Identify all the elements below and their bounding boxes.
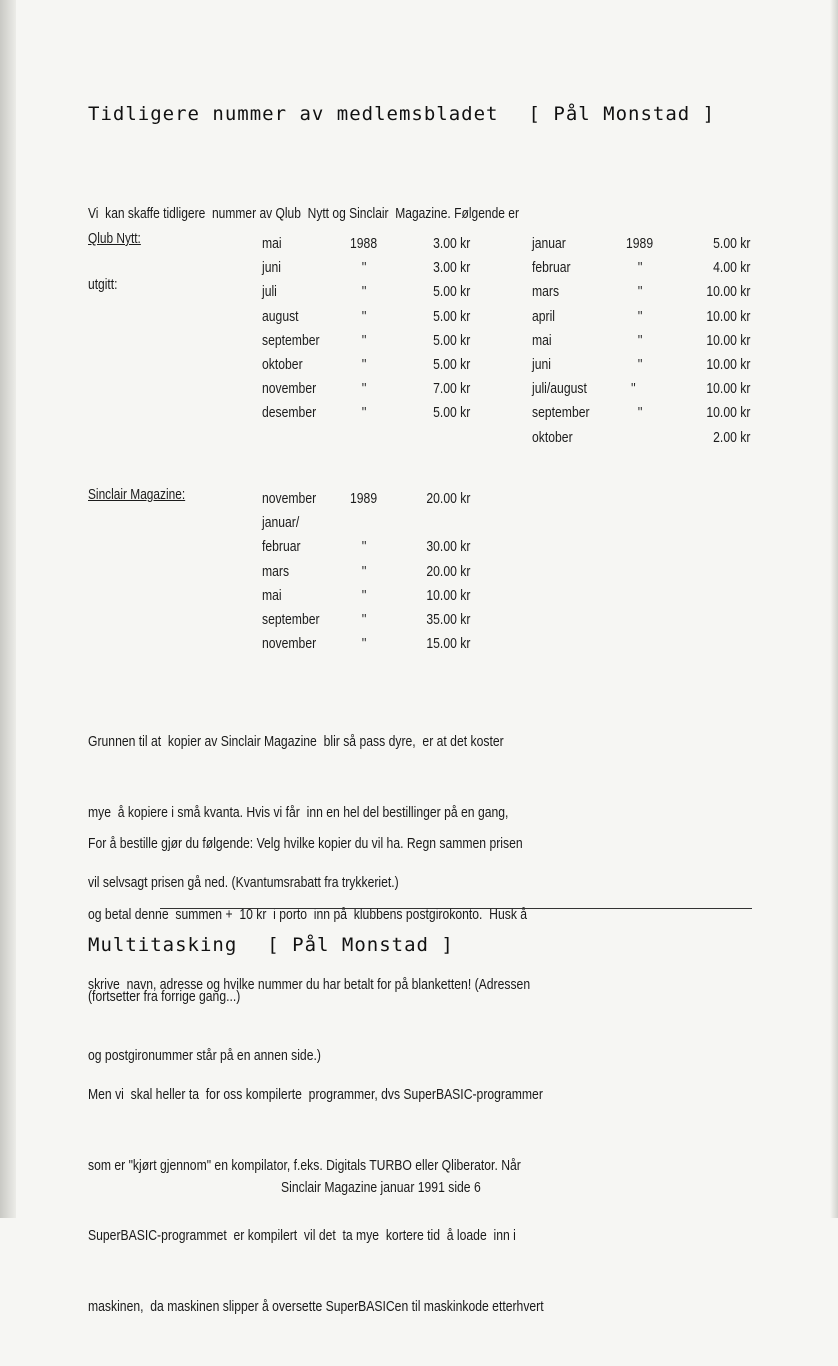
text-line: Vi kan skaffe tidligere nummer av Qlub Nytt og Sinclair Magazine. Følgende er <box>88 206 520 222</box>
page-right-shadow <box>830 0 838 1218</box>
price-cell: 5.00 kr <box>432 284 470 301</box>
year-cell: '' <box>361 563 367 580</box>
text-line: SuperBASIC-programmet er kompilert vil det ta mye kortere tid å loade inn i <box>88 1228 516 1244</box>
price-cell: 2.00 kr <box>712 429 750 446</box>
month-cell: februar <box>262 539 301 556</box>
year-cell <box>350 511 377 535</box>
month-cell: mai <box>532 332 552 349</box>
month-cell: august <box>262 308 299 325</box>
month-cell: mai <box>262 236 282 252</box>
text-line: og betal denne summen + 10 kr i porto inn på klubbens postgirokonto. Husk å <box>88 906 528 923</box>
year-cell: '' <box>637 356 643 373</box>
year-cell: '' <box>361 636 367 653</box>
section-heading-multitasking <box>88 934 454 956</box>
price-cell: 10.00 kr <box>705 405 750 422</box>
text-line: Grunnen til at kopier av Sinclair Magazine blir så pass dyre, er at det koster <box>88 734 504 750</box>
month-cell: oktober <box>262 356 303 373</box>
qlub-nytt-col2-months <box>532 232 590 450</box>
year-cell <box>626 426 653 450</box>
page-left-shadow <box>0 0 16 1218</box>
month-cell: juli <box>262 284 277 301</box>
price-cell: 10.00 kr <box>705 381 750 398</box>
section-heading-back-issues <box>88 103 715 125</box>
qlub-nytt-col1-years <box>350 232 377 426</box>
year-cell: '' <box>361 405 367 422</box>
text-line: mye å kopiere i små kvanta. Hvis vi får inn en hel del bestillinger på en gang, <box>88 804 509 821</box>
year-cell: '' <box>361 587 367 604</box>
text-line: vil selvsagt prisen gå ned. (Kvantumsrabatt fra trykkeriet.) <box>88 875 399 891</box>
text-line: maskinen, da maskinen slipper å oversette SuperBASICen til maskinkode etterhvert <box>88 1298 544 1315</box>
sinclair-magazine-months <box>262 487 320 656</box>
qlub-nytt-col1-prices <box>433 232 470 426</box>
price-cell: 15.00 kr <box>425 636 470 653</box>
month-cell: september <box>262 611 320 628</box>
text-line: og postgironummer står på en annen side.) <box>88 1047 321 1064</box>
price-cell: 7.00 kr <box>432 381 470 398</box>
price-cell: 10.00 kr <box>705 356 750 373</box>
month-cell: september <box>262 332 320 349</box>
year-cell: 1988 <box>350 236 378 252</box>
year-cell: '' <box>361 356 367 373</box>
price-cell: 3.00 kr <box>432 236 470 252</box>
month-cell: juli/august <box>532 381 587 398</box>
price-cell: 10.00 kr <box>705 332 750 349</box>
month-cell: november <box>262 636 317 653</box>
month-cell: april <box>532 308 556 325</box>
section-title: Tidligere nummer av medlemsbladet <box>88 103 499 125</box>
year-cell: '' <box>637 332 643 349</box>
price-cell: 30.00 kr <box>425 539 470 556</box>
price-cell: 5.00 kr <box>432 356 470 373</box>
year-cell: '' <box>361 381 367 398</box>
qlub-nytt-col2-years <box>626 232 653 450</box>
year-cell: '' <box>361 260 367 277</box>
year-cell: '' <box>361 284 367 301</box>
price-cell: 4.00 kr <box>712 260 750 277</box>
month-cell: mai <box>262 587 282 604</box>
text-line: utgitt: <box>88 276 118 293</box>
qlub-nytt-label: Qlub Nytt: <box>88 231 141 247</box>
year-cell: '' <box>361 611 367 628</box>
year-cell: '' <box>637 405 643 422</box>
sinclair-magazine-label: Sinclair Magazine: <box>88 487 186 503</box>
multitasking-paragraph <box>88 1037 544 1366</box>
sinclair-magazine-prices <box>426 487 470 656</box>
price-cell: 20.00 kr <box>425 491 470 507</box>
price-cell: 20.00 kr <box>425 563 470 580</box>
year-cell: '' <box>361 332 367 349</box>
text-line: som er "kjørt gjennom" en kompilator, f.eks. Digitals TURBO eller Qliberator. Når <box>88 1157 521 1174</box>
section-title: Multitasking <box>88 934 238 956</box>
month-cell: januar/ <box>262 515 300 532</box>
page-footer: Sinclair Magazine januar 1991 side 6 <box>281 1180 481 1196</box>
text-line: skrive navn, adresse og hvilke nummer du har betalt for på blanketten! (Adressen <box>88 977 531 993</box>
price-cell: 35.00 kr <box>425 611 470 628</box>
section-divider <box>160 908 752 909</box>
month-cell: november <box>262 381 317 398</box>
qlub-nytt-col1-months <box>262 232 320 426</box>
year-cell: '' <box>361 308 367 325</box>
year-cell: '' <box>637 308 643 325</box>
price-cell: 5.00 kr <box>432 308 470 325</box>
sinclair-magazine-years <box>350 487 377 656</box>
month-cell: november <box>262 491 317 507</box>
month-cell: oktober <box>532 429 573 446</box>
price-cell: 10.00 kr <box>425 587 470 604</box>
price-cell: 5.00 kr <box>432 405 470 422</box>
section-author: [ Pål Monstad ] <box>267 934 454 956</box>
continuation-note: (fortsetter fra forrige gang...) <box>88 989 241 1005</box>
text-line: For å bestille gjør du følgende: Velg hvilke kopier du vil ha. Regn sammen prisen <box>88 836 523 852</box>
year-cell: '' <box>631 381 636 398</box>
price-cell: 3.00 kr <box>432 260 470 277</box>
year-cell: 1989 <box>350 491 378 507</box>
text-line: Men vi skal heller ta for oss kompilerte programmer, dvs SuperBASIC-programmer <box>88 1087 543 1103</box>
price-cell: 10.00 kr <box>705 284 750 301</box>
month-cell: juni <box>262 260 281 277</box>
year-cell: '' <box>361 539 367 556</box>
qlub-nytt-col2-prices <box>706 232 750 450</box>
month-cell: desember <box>262 405 317 422</box>
month-cell: mars <box>532 284 560 301</box>
year-cell: '' <box>637 260 643 277</box>
price-cell: 10.00 kr <box>705 308 750 325</box>
month-cell: juni <box>532 356 551 373</box>
month-cell: februar <box>532 260 571 277</box>
year-cell: 1989 <box>626 236 654 252</box>
year-cell: '' <box>637 284 643 301</box>
month-cell: mars <box>262 563 290 580</box>
section-author: [ Pål Monstad ] <box>528 103 716 125</box>
price-cell: 5.00 kr <box>712 236 750 252</box>
month-cell: januar <box>532 236 566 252</box>
price-cell: 5.00 kr <box>432 332 470 349</box>
price-cell <box>426 511 470 535</box>
month-cell: september <box>532 405 590 422</box>
